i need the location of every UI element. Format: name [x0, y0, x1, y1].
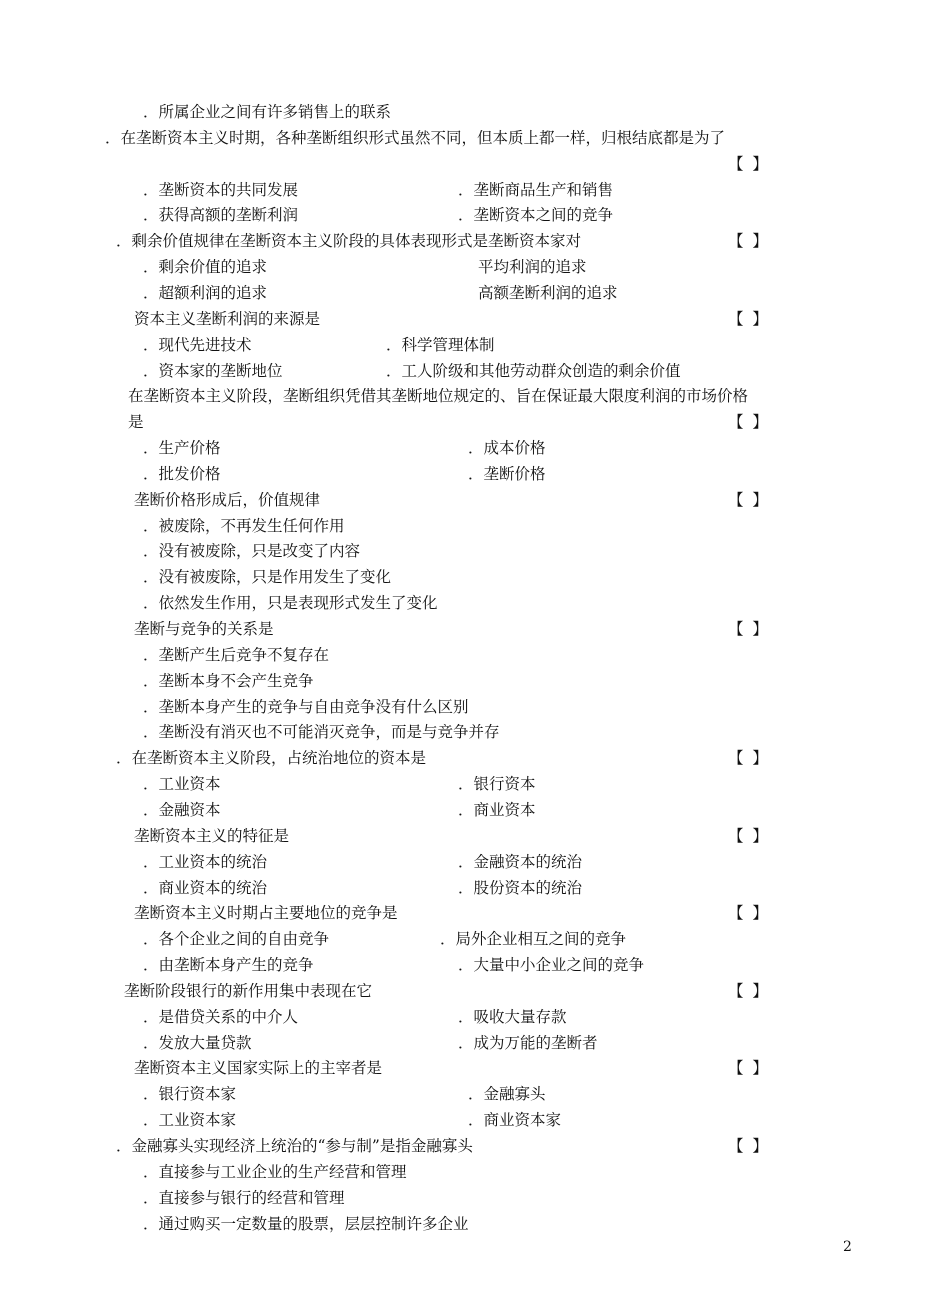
option-text: ．工人阶级和其他劳动群众创造的剩余价值: [386, 362, 681, 380]
answer-bracket: 【 】: [728, 1059, 770, 1077]
answer-bracket: 【 】: [728, 982, 770, 1000]
text-line: ．现代先进技术: [143, 336, 252, 354]
option-text: ．成为万能的垄断者: [458, 1034, 598, 1052]
text-line: ．垄断本身不会产生竞争: [143, 672, 314, 690]
text-line: ．在垄断资本主义阶段，占统治地位的资本是: [116, 749, 427, 767]
answer-bracket: 【 】: [728, 827, 770, 845]
text-line: ．批发价格: [143, 465, 221, 483]
text-line: ．发放大量贷款: [143, 1034, 252, 1052]
page-number: 2: [843, 1239, 852, 1255]
text-line: ．商业资本的统治: [143, 879, 268, 897]
option-text: ．局外企业相互之间的竞争: [440, 930, 627, 948]
text-line: ．垄断没有消灭也不可能消灭竞争，而是与竞争并存: [143, 723, 500, 741]
text-line: ．直接参与银行的经营和管理: [143, 1189, 345, 1207]
option-text: ．股份资本的统治: [458, 879, 583, 897]
answer-bracket: 【 】: [728, 620, 770, 638]
text-line: ．垄断资本的共同发展: [143, 181, 299, 199]
text-line: ．剩余价值规律在垄断资本主义阶段的具体表现形式是垄断资本家对: [116, 232, 582, 250]
text-line: ．金融资本: [143, 801, 221, 819]
text-line: ．直接参与工业企业的生产经营和管理: [143, 1163, 407, 1181]
text-line: 垄断阶段银行的新作用集中表现在它: [124, 982, 373, 1000]
option-text: ．吸收大量存款: [458, 1008, 567, 1026]
text-line: ．工业资本家: [143, 1111, 237, 1129]
text-line: ．由垄断本身产生的竞争: [143, 956, 314, 974]
option-text: ．金融寡头: [468, 1085, 546, 1103]
answer-bracket: 【 】: [728, 310, 770, 328]
text-line: 在垄断资本主义阶段，垄断组织凭借其垄断地位规定的、旨在保证最大限度利润的市场价格: [128, 387, 749, 405]
answer-bracket: 【 】: [728, 1137, 770, 1155]
option-text: ．大量中小企业之间的竞争: [458, 956, 645, 974]
option-text: ．成本价格: [468, 439, 546, 457]
answer-bracket: 【 】: [728, 904, 770, 922]
option-text: ．商业资本家: [468, 1111, 562, 1129]
option-text: ．科学管理体制: [386, 336, 495, 354]
option-text: ．垄断商品生产和销售: [458, 181, 614, 199]
answer-bracket: 【 】: [728, 749, 770, 767]
option-text: ．金融资本的统治: [458, 853, 583, 871]
text-line: 垄断资本主义国家实际上的主宰者是: [134, 1059, 383, 1077]
option-text: ．银行资本: [458, 775, 536, 793]
text-line: ．银行资本家: [143, 1085, 237, 1103]
text-line: 垄断资本主义的特征是: [134, 827, 290, 845]
answer-bracket: 【 】: [728, 491, 770, 509]
option-text: ．垄断资本之间的竞争: [458, 206, 614, 224]
option-text: 平均利润的追求: [478, 258, 587, 276]
option-text: 高额垄断利润的追求: [478, 284, 618, 302]
text-line: ．获得高额的垄断利润: [143, 206, 299, 224]
text-line: 垄断与竞争的关系是: [134, 620, 274, 638]
text-line: ．超额利润的追求: [143, 284, 268, 302]
text-line: ．剩余价值的追求: [143, 258, 268, 276]
text-line: 资本主义垄断利润的来源是: [134, 310, 321, 328]
text-line: ．垄断产生后竞争不复存在: [143, 646, 330, 664]
text-line: ．垄断本身产生的竞争与自由竞争没有什么区别: [143, 698, 469, 716]
text-line: ．依然发生作用，只是表现形式发生了变化: [143, 594, 438, 612]
text-line: ．资本家的垄断地位: [143, 362, 283, 380]
text-line: ．金融寡头实现经济上统治的“参与制”是指金融寡头: [116, 1137, 473, 1155]
text-line: ．在垄断资本主义时期，各种垄断组织形式虽然不同，但本质上都一样，归根结底都是为了: [105, 129, 726, 147]
text-line: ．工业资本的统治: [143, 853, 268, 871]
text-line: ．各个企业之间的自由竞争: [143, 930, 330, 948]
text-line: ．没有被废除，只是作用发生了变化: [143, 568, 392, 586]
text-line: 垄断资本主义时期占主要地位的竞争是: [134, 904, 398, 922]
text-line: ．是借贷关系的中介人: [143, 1008, 299, 1026]
text-line: ．工业资本: [143, 775, 221, 793]
option-text: ．商业资本: [458, 801, 536, 819]
text-line: ．没有被废除，只是改变了内容: [143, 542, 361, 560]
text-line: 是: [128, 413, 144, 431]
answer-bracket: 【 】: [728, 155, 770, 173]
text-line: ．通过购买一定数量的股票，层层控制许多企业: [143, 1215, 469, 1233]
text-line: ．生产价格: [143, 439, 221, 457]
option-text: ．垄断价格: [468, 465, 546, 483]
answer-bracket: 【 】: [728, 413, 770, 431]
text-line: ．所属企业之间有许多销售上的联系: [143, 103, 392, 121]
answer-bracket: 【 】: [728, 232, 770, 250]
text-line: 垄断价格形成后，价值规律: [134, 491, 321, 509]
text-line: ．被废除，不再发生任何作用: [143, 517, 345, 535]
